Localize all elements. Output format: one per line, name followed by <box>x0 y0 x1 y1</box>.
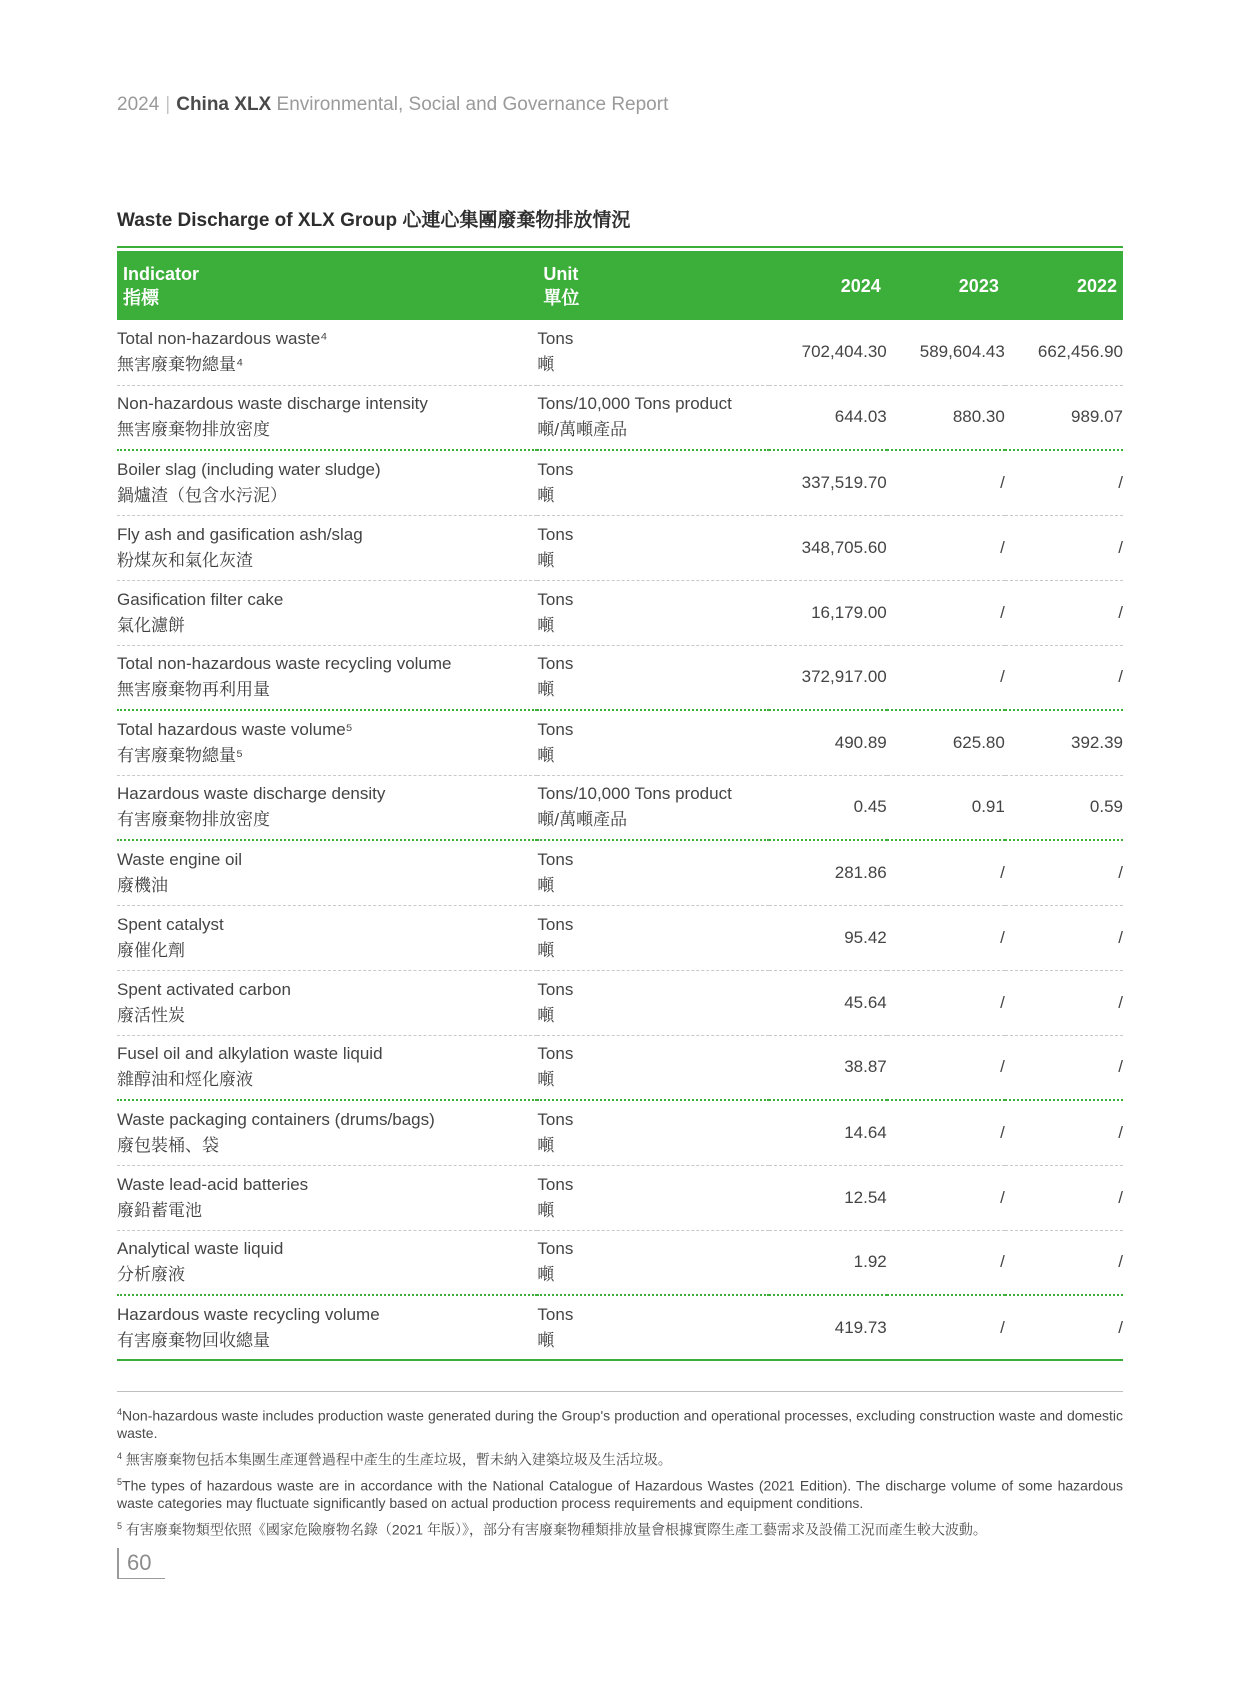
unit-header-zh: 單位 <box>543 287 580 308</box>
value-2023: 625.80 <box>887 710 1005 775</box>
indicator-zh: 粉煤灰和氣化灰渣 <box>117 550 253 570</box>
unit-cell <box>537 385 768 450</box>
value-2024: 12.54 <box>769 1165 887 1230</box>
indicator-en: Fly ash and gasification ash/slag <box>117 524 363 544</box>
unit-en: Tons <box>537 1109 574 1129</box>
indicator-en: Total non-hazardous waste recycling volume <box>117 654 452 674</box>
header-separator: | <box>165 94 171 115</box>
indicator-cell <box>117 1100 537 1165</box>
footnotes <box>117 1391 1123 1545</box>
table-row <box>117 320 1123 385</box>
indicator-en: Non-hazardous waste discharge intensity <box>117 394 428 414</box>
indicator-cell <box>117 775 537 840</box>
table-row <box>117 1100 1123 1165</box>
value-2024: 348,705.60 <box>769 515 887 580</box>
indicator-zh: 無害廢棄物總量⁴ <box>117 355 244 375</box>
value-2024: 419.73 <box>769 1295 887 1360</box>
value-2023: / <box>887 970 1005 1035</box>
indicator-en: Hazardous waste recycling volume <box>117 1304 380 1324</box>
indicator-en: Analytical waste liquid <box>117 1239 284 1259</box>
page-header <box>117 94 668 116</box>
value-2024: 337,519.70 <box>769 450 887 515</box>
unit-zh: 噸 <box>537 1005 555 1025</box>
table-row <box>117 970 1123 1035</box>
report-title: Environmental, Social and Governance Report <box>276 94 669 115</box>
table-row <box>117 1165 1123 1230</box>
unit-cell <box>537 1295 768 1360</box>
indicator-cell <box>117 645 537 710</box>
unit-en: Tons <box>537 524 574 544</box>
value-2022: / <box>1005 1295 1123 1360</box>
unit-cell <box>537 905 768 970</box>
section-title: Waste Discharge of XLX Group 心連心集團廢棄物排放情況 <box>117 210 631 231</box>
value-2022: / <box>1005 970 1123 1035</box>
unit-en: Tons <box>537 654 574 674</box>
unit-en: Tons <box>537 849 574 869</box>
value-2022: 989.07 <box>1005 385 1123 450</box>
value-2023: / <box>887 1035 1005 1100</box>
value-2023: / <box>887 1165 1005 1230</box>
value-2023: / <box>887 840 1005 905</box>
indicator-zh: 有害廢棄物回收總量 <box>117 1330 270 1350</box>
unit-en: Tons <box>537 979 574 999</box>
indicator-zh: 無害廢棄物再利用量 <box>117 680 270 700</box>
unit-zh: 噸 <box>537 875 555 895</box>
waste-discharge-table <box>117 246 1123 1361</box>
table-row <box>117 450 1123 515</box>
column-header-unit <box>537 251 768 320</box>
value-2022: 662,456.90 <box>1005 320 1123 385</box>
column-header-2022: 2022 <box>1076 275 1117 296</box>
unit-zh: 噸 <box>537 940 555 960</box>
table-row <box>117 710 1123 775</box>
unit-en: Tons <box>537 329 574 349</box>
indicator-cell <box>117 320 537 385</box>
value-2023: 880.30 <box>887 385 1005 450</box>
value-2024: 490.89 <box>769 710 887 775</box>
value-2022: 392.39 <box>1005 710 1123 775</box>
indicator-cell <box>117 710 537 775</box>
indicator-header-en: Indicator <box>123 263 200 284</box>
table-header <box>117 251 1123 320</box>
unit-cell <box>537 1165 768 1230</box>
value-2023: / <box>887 580 1005 645</box>
value-2024: 644.03 <box>769 385 887 450</box>
value-2022: / <box>1005 580 1123 645</box>
unit-en: Tons <box>537 1174 574 1194</box>
footnote-5-en: $^5$The types of hazardous waste are in accordance with the National Catalogue of Hazardous Wastes (2021 Edition). The discharge volume of some hazardous waste categories may fluctuate significantly based on actual production process requirements and equipment conditions. <box>117 1477 1123 1511</box>
value-2022: / <box>1005 905 1123 970</box>
value-2022: / <box>1005 450 1123 515</box>
indicator-zh: 鍋爐渣（包含水污泥） <box>117 485 287 505</box>
indicator-en: Spent catalyst <box>117 914 224 934</box>
indicator-zh: 廢活性炭 <box>117 1005 185 1025</box>
value-2024: 281.86 <box>769 840 887 905</box>
indicator-en: Waste engine oil <box>117 849 243 869</box>
value-2022: / <box>1005 1100 1123 1165</box>
unit-zh: 噸 <box>537 550 555 570</box>
table-top-rule <box>117 246 1123 248</box>
unit-cell <box>537 1035 768 1100</box>
unit-cell <box>537 775 768 840</box>
unit-zh: 噸/萬噸產品 <box>537 420 628 440</box>
company-name: China XLX <box>176 94 272 115</box>
value-2024: 0.45 <box>769 775 887 840</box>
indicator-cell <box>117 1035 537 1100</box>
indicator-en: Total non-hazardous waste⁴ <box>117 329 328 349</box>
indicator-zh: 廢鉛蓄電池 <box>117 1200 202 1220</box>
indicator-en: Boiler slag (including water sludge) <box>117 459 381 479</box>
indicator-en: Waste packaging containers (drums/bags) <box>117 1109 435 1129</box>
unit-header-en: Unit <box>543 263 579 284</box>
value-2023: / <box>887 1295 1005 1360</box>
unit-zh: 噸 <box>537 485 555 505</box>
column-header-2023: 2023 <box>958 275 999 296</box>
unit-en: Tons <box>537 589 574 609</box>
table-row <box>117 580 1123 645</box>
indicator-cell <box>117 580 537 645</box>
unit-en: Tons <box>537 459 574 479</box>
indicator-cell <box>117 450 537 515</box>
unit-zh: 噸 <box>537 355 555 375</box>
value-2024: 372,917.00 <box>769 645 887 710</box>
value-2023: 589,604.43 <box>887 320 1005 385</box>
table-row <box>117 515 1123 580</box>
indicator-en: Fusel oil and alkylation waste liquid <box>117 1044 383 1064</box>
page-number: 60 <box>117 1548 165 1579</box>
indicator-zh: 氣化濾餅 <box>117 615 185 635</box>
table-row <box>117 1230 1123 1295</box>
indicator-zh: 雜醇油和烴化廢液 <box>117 1070 253 1090</box>
table-row <box>117 1295 1123 1360</box>
indicator-cell <box>117 385 537 450</box>
value-2022: / <box>1005 1165 1123 1230</box>
table-row <box>117 645 1123 710</box>
unit-cell <box>537 1100 768 1165</box>
unit-zh: 噸 <box>537 615 555 635</box>
value-2024: 45.64 <box>769 970 887 1035</box>
value-2023: 0.91 <box>887 775 1005 840</box>
value-2023: / <box>887 1100 1005 1165</box>
value-2024: 16,179.00 <box>769 580 887 645</box>
indicator-cell <box>117 905 537 970</box>
value-2022: / <box>1005 840 1123 905</box>
value-2022: / <box>1005 515 1123 580</box>
unit-cell <box>537 1230 768 1295</box>
unit-en: Tons <box>537 914 574 934</box>
unit-cell <box>537 710 768 775</box>
table-row <box>117 840 1123 905</box>
unit-cell <box>537 580 768 645</box>
table-row <box>117 1035 1123 1100</box>
report-year: 2024 <box>117 94 160 115</box>
indicator-cell <box>117 515 537 580</box>
indicator-zh: 廢包裝桶、袋 <box>117 1135 219 1155</box>
indicator-zh: 廢催化劑 <box>117 940 185 960</box>
unit-zh: 噸 <box>537 1135 555 1155</box>
footnote-4-zh: $^4$ 無害廢棄物包括本集團生產運營過程中產生的生產垃圾，暫未納入建築垃圾及生活垃圾。 <box>117 1450 672 1468</box>
value-2024: 1.92 <box>769 1230 887 1295</box>
value-2023: / <box>887 1230 1005 1295</box>
value-2024: 38.87 <box>769 1035 887 1100</box>
value-2022: / <box>1005 1035 1123 1100</box>
indicator-zh: 分析廢液 <box>117 1265 185 1285</box>
value-2024: 14.64 <box>769 1100 887 1165</box>
unit-en: Tons/10,000 Tons product <box>537 784 732 804</box>
unit-zh: 噸 <box>537 1200 555 1220</box>
indicator-cell <box>117 970 537 1035</box>
table-row <box>117 775 1123 840</box>
unit-zh: 噸/萬噸產品 <box>537 810 628 830</box>
indicator-zh: 廢機油 <box>117 875 168 895</box>
indicator-zh: 有害廢棄物總量⁵ <box>117 745 244 765</box>
value-2023: / <box>887 515 1005 580</box>
column-header-indicator <box>117 251 537 320</box>
indicator-cell <box>117 1230 537 1295</box>
indicator-header-zh: 指標 <box>123 287 159 308</box>
indicator-zh: 無害廢棄物排放密度 <box>117 420 270 440</box>
indicator-en: Gasification filter cake <box>117 589 284 609</box>
indicator-cell <box>117 840 537 905</box>
value-2024: 702,404.30 <box>769 320 887 385</box>
unit-en: Tons <box>537 719 574 739</box>
footnote-5-zh: $^5$ 有害廢棄物類型依照《國家危險廢物名錄（2021 年版）》，部分有害廢棄物種類排放量會根據實際生產工藝需求及設備工況而產生較大波動。 <box>117 1520 987 1538</box>
indicator-en: Total hazardous waste volume⁵ <box>117 719 353 739</box>
footnote-4-en: $^4$Non-hazardous waste includes production waste generated during the Group's production and operational processes, excluding construction waste and domestic waste. <box>117 1407 1123 1441</box>
unit-cell <box>537 320 768 385</box>
indicator-en: Hazardous waste discharge density <box>117 784 386 804</box>
value-2022: / <box>1005 645 1123 710</box>
unit-cell <box>537 645 768 710</box>
indicator-cell <box>117 1295 537 1360</box>
unit-zh: 噸 <box>537 745 555 765</box>
indicator-zh: 有害廢棄物排放密度 <box>117 810 270 830</box>
unit-en: Tons <box>537 1044 574 1064</box>
value-2022: 0.59 <box>1005 775 1123 840</box>
table-row <box>117 905 1123 970</box>
value-2023: / <box>887 645 1005 710</box>
unit-zh: 噸 <box>537 1330 555 1350</box>
value-2022: / <box>1005 1230 1123 1295</box>
table-row <box>117 385 1123 450</box>
unit-zh: 噸 <box>537 1070 555 1090</box>
indicator-cell <box>117 1165 537 1230</box>
unit-cell <box>537 515 768 580</box>
unit-zh: 噸 <box>537 680 555 700</box>
value-2023: / <box>887 905 1005 970</box>
value-2024: 95.42 <box>769 905 887 970</box>
unit-en: Tons <box>537 1304 574 1324</box>
unit-cell <box>537 840 768 905</box>
column-header-2024: 2024 <box>840 275 881 296</box>
unit-en: Tons/10,000 Tons product <box>537 394 732 414</box>
value-2023: / <box>887 450 1005 515</box>
indicator-en: Waste lead-acid batteries <box>117 1174 309 1194</box>
unit-cell <box>537 450 768 515</box>
unit-zh: 噸 <box>537 1265 555 1285</box>
unit-en: Tons <box>537 1239 574 1259</box>
indicator-en: Spent activated carbon <box>117 979 291 999</box>
table-body <box>117 320 1123 1360</box>
unit-cell <box>537 970 768 1035</box>
